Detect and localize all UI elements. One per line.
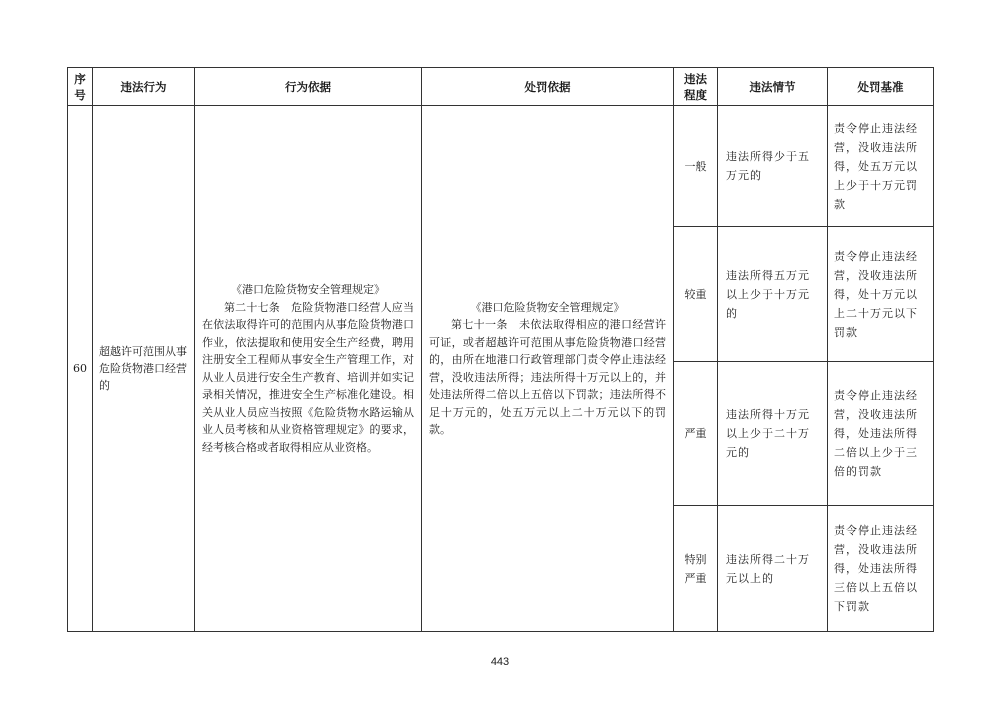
penalty-basis-title: 《港口危险货物安全管理规定》 [470, 300, 625, 314]
header-row [68, 68, 934, 106]
standard-cell: 责令停止违法经营，没收违法所得，处十万元以上二十万元以下罚款 [828, 227, 934, 362]
table-row [68, 106, 934, 227]
violation-cell: 超越许可范围从事危险货物港口经营的 [93, 106, 195, 632]
circumstance-cell: 违法所得二十万元以上的 [718, 506, 828, 632]
header-penalty-basis: 处罚依据 [422, 68, 674, 106]
header-violation: 违法行为 [93, 68, 195, 106]
header-degree: 违法程度 [674, 68, 718, 106]
circumstance-cell: 违法所得十万元以上少于二十万元的 [718, 362, 828, 506]
row-number: 60 [68, 106, 93, 632]
page-number: 443 [490, 656, 510, 668]
degree-cell: 特别严重 [674, 506, 718, 632]
header-no: 序号 [68, 68, 93, 106]
standard-cell: 责令停止违法经营，没收违法所得，处违法所得二倍以上少于三倍的罚款 [828, 362, 934, 506]
standard-cell: 责令停止违法经营，没收违法所得，处五万元以上少于十万元罚款 [828, 106, 934, 227]
header-basis: 行为依据 [195, 68, 422, 106]
degree-cell: 一般 [674, 106, 718, 227]
penalty-basis-text: 第七十一条 未依法取得相应的港口经营许可证，或者超越许可范围从事危险货物港口经营的，由所在地港口行政管理部门责令停止违法经营，没收违法所得；违法所得十万元以上的，并处违法所得二倍以上五倍以下罚款；违法所得不足十万元的，处五万元以上二十万元以下的罚款。 [429, 318, 666, 436]
circumstance-cell: 违法所得五万元以上少于十万元的 [718, 227, 828, 362]
degree-cell: 严重 [674, 362, 718, 506]
header-circumstances: 违法情节 [718, 68, 828, 106]
header-standard: 处罚基准 [828, 68, 934, 106]
basis-text: 第二十七条 危险货物港口经营人应当在依法取得许可的范围内从事危险货物港口作业，依法提取和使用安全生产经费，聘用注册安全工程师从事安全生产管理工作，对从业人员进行安全生产教育、培训并如实记录相关情况，推进安全生产标准化建设。相关从业人员应当按照《危险货物水路运输从业人员考核和从业资格管理规定》的要求，经考核合格或者取得相应从业资格。 [202, 300, 414, 454]
basis-cell [195, 106, 422, 632]
penalty-table [67, 67, 934, 632]
penalty-basis-cell [422, 106, 674, 632]
standard-cell: 责令停止违法经营，没收违法所得，处违法所得三倍以上五倍以下罚款 [828, 506, 934, 632]
degree-cell: 较重 [674, 227, 718, 362]
basis-title: 《港口危险货物安全管理规定》 [231, 283, 385, 296]
circumstance-cell: 违法所得少于五万元的 [718, 106, 828, 227]
